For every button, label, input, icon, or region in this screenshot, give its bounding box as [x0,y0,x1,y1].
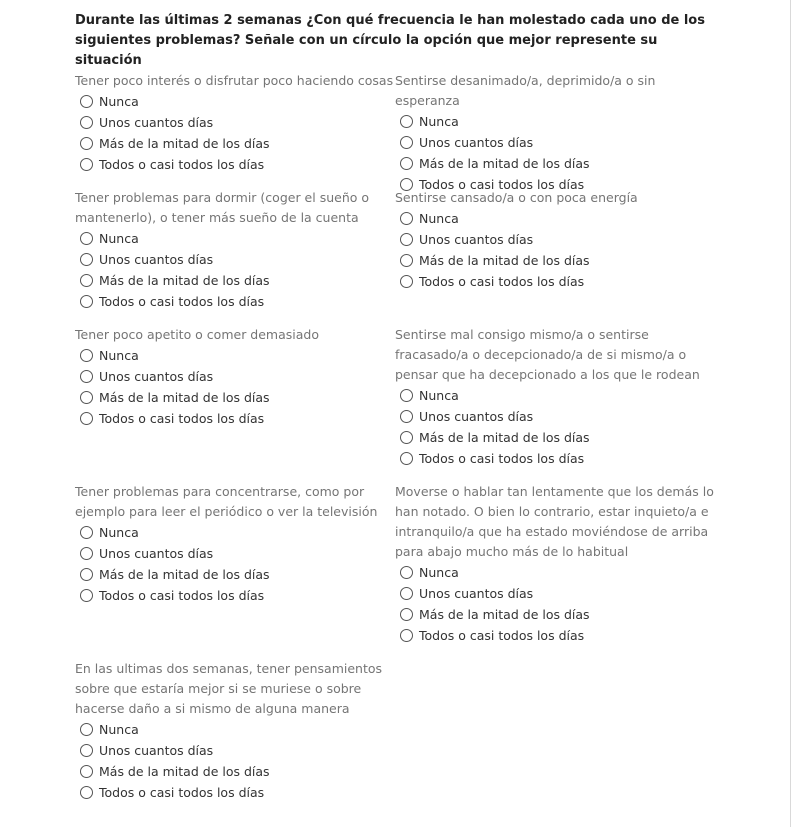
question-3 [75,188,400,312]
answer-option[interactable] [395,385,720,406]
answer-option[interactable] [75,91,400,112]
radio-button[interactable] [400,431,413,444]
answer-option[interactable] [75,291,400,312]
answer-option[interactable] [75,133,400,154]
option-label: Nunca [99,94,139,109]
option-label: Todos o casi todos los días [419,628,585,643]
answer-option[interactable] [395,111,720,132]
option-label: Todos o casi todos los días [99,785,265,800]
radio-button[interactable] [80,568,93,581]
radio-button[interactable] [400,233,413,246]
answer-option[interactable] [75,719,400,740]
answer-option[interactable] [75,270,400,291]
option-label: Unos cuantos días [99,546,214,561]
option-label: Nunca [419,211,459,226]
option-label: Unos cuantos días [419,409,534,424]
option-label: Más de la mitad de los días [99,390,270,405]
option-label: Todos o casi todos los días [99,588,265,603]
option-label: Más de la mitad de los días [419,253,590,268]
radio-button[interactable] [80,116,93,129]
radio-button[interactable] [400,629,413,642]
question-text: Sentirse cansado/a o con poca energía [395,190,638,205]
answer-option[interactable] [395,229,720,250]
radio-button[interactable] [80,744,93,757]
option-label: Unos cuantos días [419,586,534,601]
option-label: Todos o casi todos los días [419,274,585,289]
answer-option[interactable] [75,564,400,585]
question-5 [75,325,400,429]
question-text: Tener poco apetito o comer demasiado [75,327,319,342]
radio-button[interactable] [80,349,93,362]
radio-button[interactable] [400,212,413,225]
answer-option[interactable] [75,366,400,387]
radio-button[interactable] [400,608,413,621]
radio-button[interactable] [400,566,413,579]
option-label: Más de la mitad de los días [419,607,590,622]
radio-button[interactable] [400,275,413,288]
option-label: Unos cuantos días [419,135,534,150]
questionnaire-instructions: Durante las últimas 2 semanas ¿Con qué frecuencia le han molestado cada uno de los siguientes problemas? Señale con un círculo la opción que mejor represente su situación [75,13,705,68]
answer-option[interactable] [395,153,720,174]
option-label: Unos cuantos días [419,232,534,247]
option-label: Nunca [99,722,139,737]
option-label: Todos o casi todos los días [99,411,265,426]
question-text: Sentirse mal consigo mismo/a o sentirse fracasado/a o decepcionado/a de si mismo/a o pensar que ha decepcionado a los que le rodean [395,327,700,382]
question-2 [395,71,720,195]
question-text: Sentirse desanimado/a, deprimido/a o sin esperanza [395,73,656,108]
radio-button[interactable] [80,232,93,245]
radio-button[interactable] [80,370,93,383]
option-label: Unos cuantos días [99,369,214,384]
radio-button[interactable] [80,274,93,287]
radio-button[interactable] [80,526,93,539]
answer-option[interactable] [395,208,720,229]
answer-option[interactable] [75,345,400,366]
answer-option[interactable] [75,761,400,782]
answer-option[interactable] [395,448,720,469]
question-6 [395,325,720,469]
answer-option[interactable] [395,562,720,583]
option-label: Más de la mitad de los días [99,567,270,582]
question-4 [395,188,720,292]
answer-option[interactable] [75,112,400,133]
option-label: Todos o casi todos los días [99,294,265,309]
question-text: Moverse o hablar tan lentamente que los demás lo han notado. O bien lo contrario, estar inquieto/a e intranquilo/a que ha estado moviéndose de arriba para abajo mucho más de lo habitual [395,484,714,559]
answer-option[interactable] [75,387,400,408]
radio-button[interactable] [80,391,93,404]
option-label: Más de la mitad de los días [99,136,270,151]
option-label: Más de la mitad de los días [419,156,590,171]
radio-button[interactable] [80,137,93,150]
answer-option[interactable] [75,740,400,761]
radio-button[interactable] [400,389,413,402]
radio-button[interactable] [80,723,93,736]
answer-option[interactable] [395,625,720,646]
radio-button[interactable] [400,136,413,149]
radio-button[interactable] [80,589,93,602]
answer-option[interactable] [395,427,720,448]
radio-button[interactable] [400,587,413,600]
answer-option[interactable] [75,782,400,803]
answer-option[interactable] [395,271,720,292]
radio-button[interactable] [80,295,93,308]
answer-option[interactable] [75,543,400,564]
option-label: Más de la mitad de los días [99,764,270,779]
option-label: Nunca [419,565,459,580]
option-label: Unos cuantos días [99,743,214,758]
answer-option[interactable] [75,154,400,175]
question-9 [75,659,400,803]
answer-option[interactable] [75,408,400,429]
radio-button[interactable] [80,95,93,108]
option-label: Unos cuantos días [99,252,214,267]
option-label: Más de la mitad de los días [99,273,270,288]
answer-option[interactable] [395,250,720,271]
question-text: En las ultimas dos semanas, tener pensamientos sobre que estaría mejor si se muriese o sobre hacerse daño a si mismo de alguna manera [75,661,383,716]
option-label: Nunca [419,388,459,403]
question-7 [75,482,400,606]
question-1 [75,71,400,175]
radio-button[interactable] [400,115,413,128]
option-label: Todos o casi todos los días [99,157,265,172]
answer-option[interactable] [75,228,400,249]
radio-button[interactable] [400,452,413,465]
answer-option[interactable] [395,583,720,604]
answer-option[interactable] [395,132,720,153]
option-label: Nunca [99,231,139,246]
radio-button[interactable] [400,410,413,423]
option-label: Nunca [99,348,139,363]
answer-option[interactable] [395,604,720,625]
radio-button[interactable] [80,412,93,425]
radio-button[interactable] [80,158,93,171]
option-label: Todos o casi todos los días [419,177,585,192]
answer-option[interactable] [75,522,400,543]
answer-option[interactable] [75,585,400,606]
option-label: Unos cuantos días [99,115,214,130]
radio-button[interactable] [400,157,413,170]
radio-button[interactable] [80,253,93,266]
radio-button[interactable] [80,765,93,778]
radio-button[interactable] [80,786,93,799]
question-8 [395,482,720,646]
question-text: Tener problemas para dormir (coger el sueño o mantenerlo), o tener más sueño de la cuenta [75,190,370,225]
radio-button[interactable] [80,547,93,560]
option-label: Nunca [99,525,139,540]
option-label: Nunca [419,114,459,129]
question-text: Tener poco interés o disfrutar poco haciendo cosas [75,73,394,88]
option-label: Todos o casi todos los días [419,451,585,466]
answer-option[interactable] [75,249,400,270]
radio-button[interactable] [400,254,413,267]
question-text: Tener problemas para concentrarse, como por ejemplo para leer el periódico o ver la televisión [75,484,378,519]
option-label: Más de la mitad de los días [419,430,590,445]
answer-option[interactable] [395,406,720,427]
